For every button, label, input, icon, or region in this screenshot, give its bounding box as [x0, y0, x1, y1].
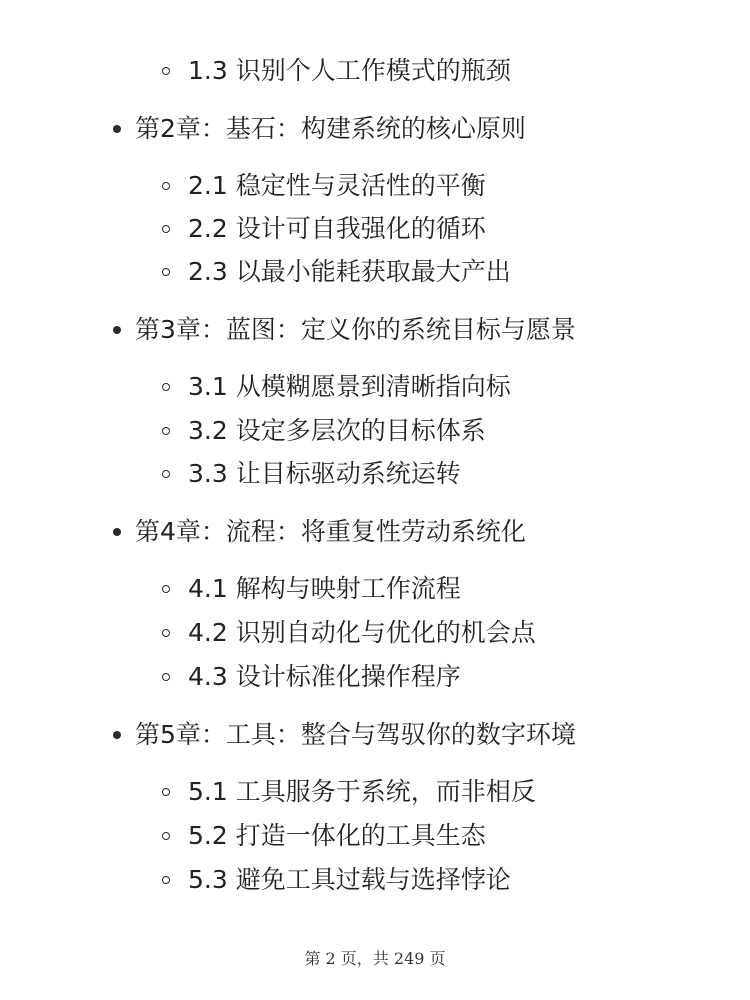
toc-section-title: 2.1 稳定性与灵活性的平衡	[188, 171, 486, 200]
toc-section-title: 5.1 工具服务于系统，而非相反	[188, 777, 536, 806]
toc-section-title: 2.3 以最小能耗获取最大产出	[188, 257, 511, 286]
hollow-bullet-icon	[162, 67, 170, 75]
filled-bullet-icon	[113, 326, 121, 334]
toc-section-title: 5.3 避免工具过载与选择悖论	[188, 865, 511, 894]
hollow-bullet-icon	[162, 182, 170, 190]
hollow-bullet-icon	[162, 673, 170, 681]
hollow-bullet-icon	[162, 383, 170, 391]
hollow-bullet-icon	[162, 876, 170, 884]
filled-bullet-icon	[113, 731, 121, 739]
toc-chapter-title: 第3章：蓝图：定义你的系统目标与愿景	[135, 315, 576, 344]
toc-section-title: 1.3 识别个人工作模式的瓶颈	[188, 56, 511, 85]
toc-chapter-title: 第5章：工具：整合与驾驭你的数字环境	[135, 720, 576, 749]
toc-chapter-title: 第2章：基石：构建系统的核心原则	[135, 114, 526, 143]
toc-section-title: 4.2 识别自动化与优化的机会点	[188, 618, 536, 647]
toc-chapter-title: 第4章：流程：将重复性劳动系统化	[135, 517, 526, 546]
hollow-bullet-icon	[162, 629, 170, 637]
hollow-bullet-icon	[162, 832, 170, 840]
toc-section-title: 3.2 设定多层次的目标体系	[188, 416, 486, 445]
toc-section-title: 3.3 让目标驱动系统运转	[188, 459, 461, 488]
page-number-footer: 第 2 页，共 249 页	[304, 949, 446, 968]
hollow-bullet-icon	[162, 788, 170, 796]
toc-section-title: 4.3 设计标准化操作程序	[188, 662, 461, 691]
toc-section-title: 2.2 设计可自我强化的循环	[188, 214, 486, 243]
hollow-bullet-icon	[162, 268, 170, 276]
toc-section-title: 5.2 打造一体化的工具生态	[188, 821, 486, 850]
toc-section-title: 4.1 解构与映射工作流程	[188, 574, 461, 603]
filled-bullet-icon	[113, 125, 121, 133]
hollow-bullet-icon	[162, 470, 170, 478]
hollow-bullet-icon	[162, 585, 170, 593]
hollow-bullet-icon	[162, 427, 170, 435]
hollow-bullet-icon	[162, 225, 170, 233]
filled-bullet-icon	[113, 528, 121, 536]
toc-section-title: 3.1 从模糊愿景到清晰指向标	[188, 372, 511, 401]
